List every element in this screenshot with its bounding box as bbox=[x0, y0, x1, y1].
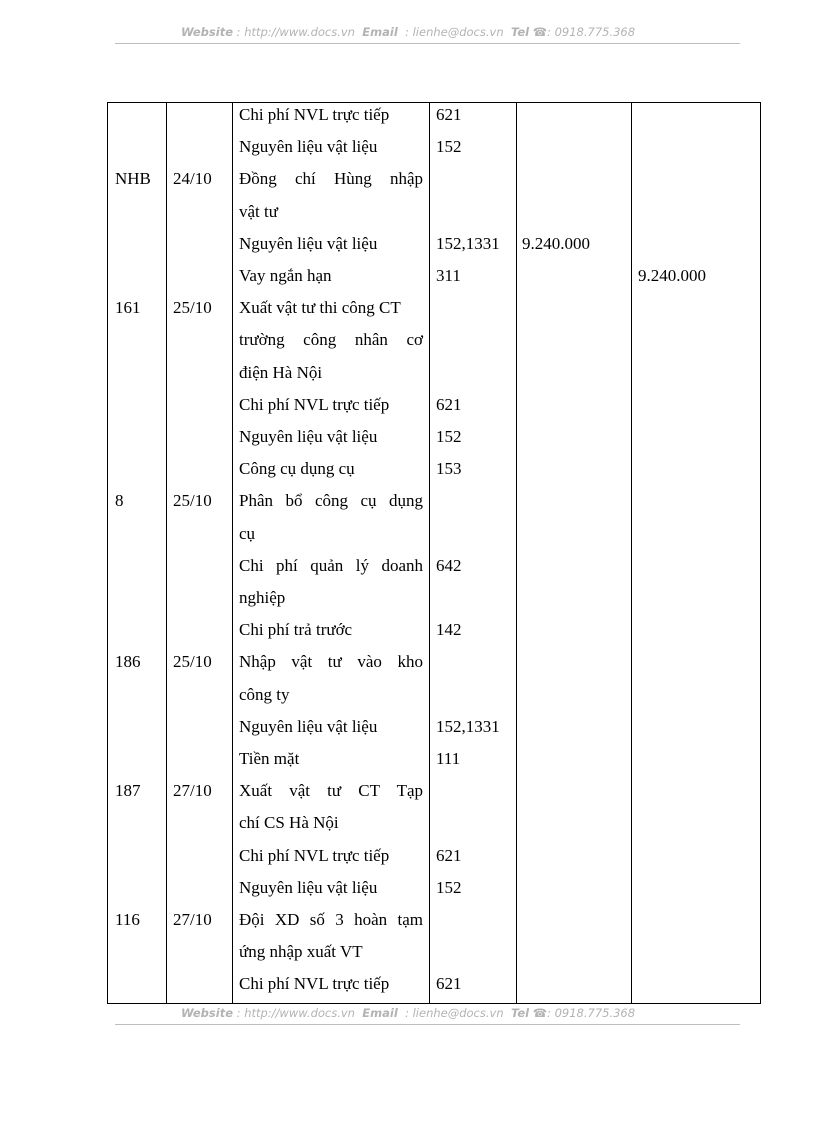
website-label: Website bbox=[180, 1006, 234, 1020]
table-row bbox=[108, 909, 760, 941]
description: điện Hà Nội bbox=[239, 362, 323, 382]
table-row bbox=[108, 362, 760, 394]
phone-icon: ☎ bbox=[532, 25, 548, 39]
email-label: Email bbox=[362, 25, 398, 39]
table-row bbox=[108, 490, 760, 522]
voucher-number: 187 bbox=[115, 781, 141, 801]
account-code: 152,1331 bbox=[436, 233, 500, 253]
table-row bbox=[108, 458, 760, 490]
website-url: : http://www.docs.vn bbox=[236, 1006, 355, 1020]
table-row bbox=[108, 394, 760, 426]
table-row bbox=[108, 812, 760, 844]
voucher-number: 8 bbox=[115, 491, 124, 511]
page-footer bbox=[0, 1006, 816, 1020]
table-row bbox=[108, 426, 760, 458]
table-row bbox=[108, 297, 760, 329]
table-row bbox=[108, 619, 760, 651]
description: Nguyên liệu vật liệu bbox=[239, 427, 378, 446]
description: Chi phí NVL trực tiếp bbox=[239, 845, 390, 865]
website-label: Website bbox=[180, 25, 234, 39]
description: công ty bbox=[239, 684, 290, 704]
tel-number: : 0918.775.368 bbox=[547, 1006, 636, 1020]
table-row bbox=[108, 941, 760, 973]
description: vật tư bbox=[239, 201, 278, 221]
table-row bbox=[108, 780, 760, 812]
description: Nhập vật tư vào kho bbox=[239, 652, 423, 672]
table-row bbox=[108, 587, 760, 619]
table-row bbox=[108, 845, 760, 877]
voucher-date: 24/10 bbox=[173, 169, 212, 189]
description: Chi phí trả trước bbox=[239, 620, 353, 640]
voucher-date: 25/10 bbox=[173, 652, 212, 672]
description: Nguyên liệu vật liệu bbox=[239, 877, 378, 897]
tel-label: Tel bbox=[510, 1006, 530, 1020]
table-row bbox=[108, 684, 760, 716]
table-row bbox=[108, 716, 760, 748]
description: Nguyên liệu vật liệu bbox=[239, 716, 378, 736]
table-row bbox=[108, 651, 760, 683]
ledger-table bbox=[107, 102, 761, 1004]
table-row bbox=[108, 877, 760, 909]
email-address: : lienhe@docs.vn bbox=[405, 25, 504, 39]
table-row bbox=[108, 523, 760, 555]
description: trường công nhân cơ bbox=[239, 330, 423, 350]
debit-amount: 9.240.000 bbox=[522, 233, 590, 253]
description: Công cụ dụng cụ bbox=[239, 459, 355, 479]
table-row bbox=[108, 973, 760, 1005]
description: Chi phí NVL trực tiếp bbox=[239, 974, 390, 994]
description: nghiệp bbox=[239, 588, 286, 607]
voucher-number: 161 bbox=[115, 298, 141, 318]
description: Chi phí quản lý doanh bbox=[239, 555, 423, 575]
table-row bbox=[108, 265, 760, 297]
voucher-date: 25/10 bbox=[173, 491, 212, 511]
website-url: : http://www.docs.vn bbox=[236, 25, 355, 39]
voucher-date: 27/10 bbox=[173, 910, 212, 929]
description: cụ bbox=[239, 523, 256, 543]
table-row bbox=[108, 555, 760, 587]
description: ứng nhập xuất VT bbox=[239, 942, 363, 962]
description: Vay ngắn hạn bbox=[239, 266, 332, 285]
description: Nguyên liệu vật liệu bbox=[239, 233, 378, 253]
email-label: Email bbox=[362, 1006, 398, 1020]
description: Đội XD số 3 hoàn tạm bbox=[239, 910, 423, 929]
voucher-number: 186 bbox=[115, 652, 141, 672]
account-code: 111 bbox=[436, 749, 461, 768]
voucher-date: 25/10 bbox=[173, 298, 212, 318]
account-code: 311 bbox=[436, 266, 461, 285]
account-code: 642 bbox=[436, 555, 462, 575]
description: Nguyên liệu vật liệu bbox=[239, 137, 378, 157]
account-code: 621 bbox=[436, 974, 462, 994]
header-rule bbox=[115, 43, 740, 44]
tel-number: : 0918.775.368 bbox=[547, 25, 636, 39]
footer-rule bbox=[115, 1024, 740, 1025]
voucher-date: 27/10 bbox=[173, 781, 212, 801]
account-code: 152,1331 bbox=[436, 716, 500, 736]
table-row bbox=[108, 136, 760, 168]
description: chí CS Hà Nội bbox=[239, 813, 339, 833]
description: Xuất vật tư thi công CT bbox=[239, 298, 401, 318]
description: Phân bổ công cụ dụng bbox=[239, 491, 423, 511]
tel-label: Tel bbox=[510, 25, 530, 39]
account-code: 142 bbox=[436, 620, 462, 640]
account-code: 621 bbox=[436, 105, 462, 124]
table-row bbox=[108, 233, 760, 265]
table-row bbox=[108, 201, 760, 233]
table-row bbox=[108, 168, 760, 200]
account-code: 621 bbox=[436, 845, 462, 865]
description: Đồng chí Hùng nhập bbox=[239, 169, 423, 189]
description: Chi phí NVL trực tiếp bbox=[239, 105, 390, 124]
account-code: 152 bbox=[436, 877, 462, 897]
table-row bbox=[108, 329, 760, 361]
account-code: 621 bbox=[436, 394, 462, 414]
account-code: 153 bbox=[436, 459, 462, 479]
account-code: 152 bbox=[436, 427, 462, 446]
voucher-number: 116 bbox=[115, 910, 140, 929]
page-header bbox=[0, 25, 816, 39]
table-row bbox=[108, 748, 760, 780]
description: Chi phí NVL trực tiếp bbox=[239, 394, 390, 414]
description: Tiền mặt bbox=[239, 749, 300, 768]
table-row bbox=[108, 104, 760, 136]
email-address: : lienhe@docs.vn bbox=[405, 1006, 504, 1020]
phone-icon: ☎ bbox=[532, 1006, 548, 1020]
voucher-number: NHB bbox=[115, 169, 151, 189]
account-code: 152 bbox=[436, 137, 462, 157]
credit-amount: 9.240.000 bbox=[638, 266, 706, 285]
description: Xuất vật tư CT Tạp bbox=[239, 781, 423, 801]
